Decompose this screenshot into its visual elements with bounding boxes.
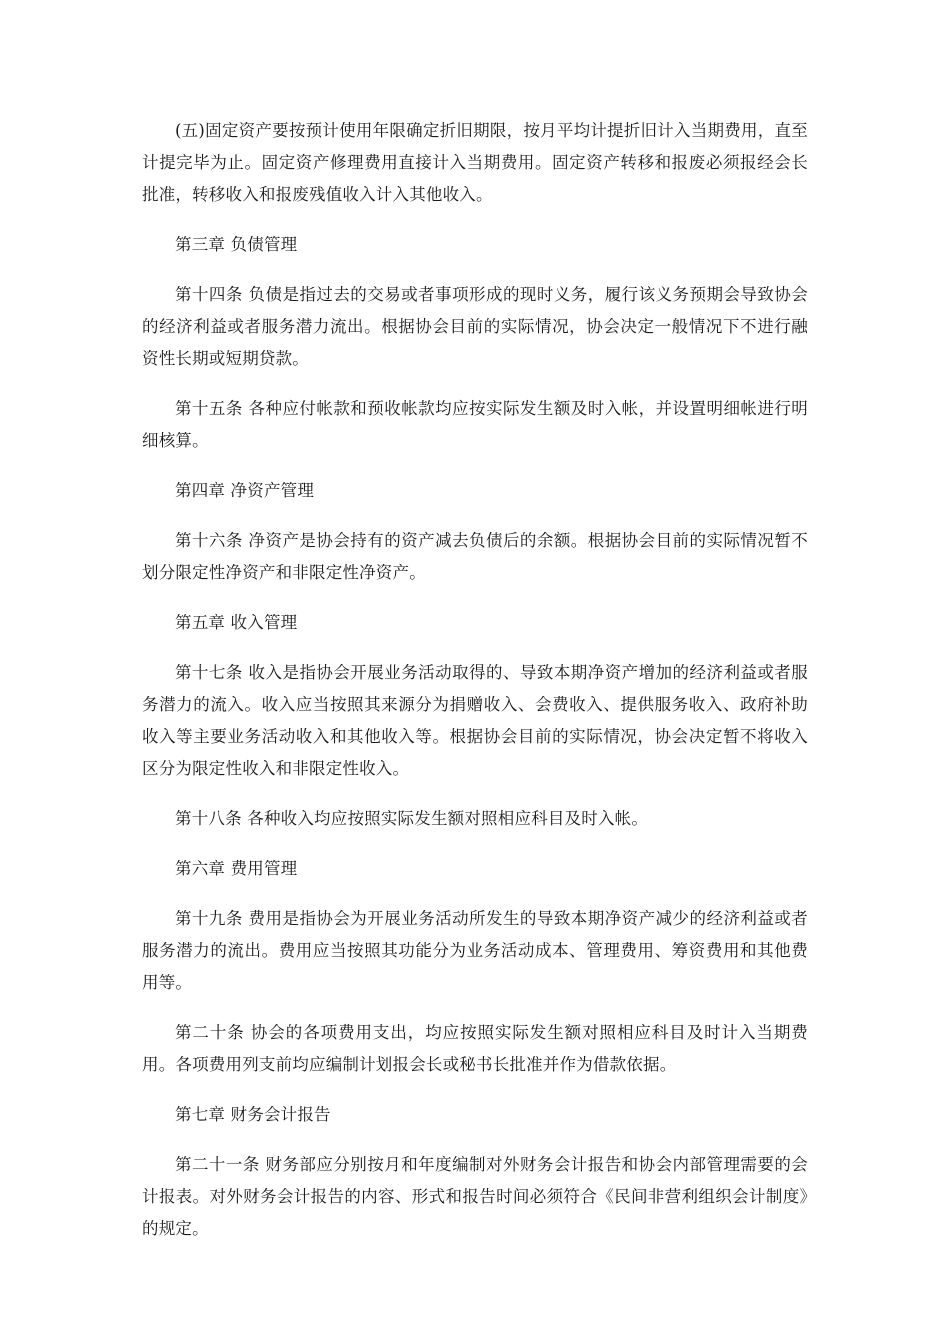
article-14: 第十四条 负债是指过去的交易或者事项形成的现时义务，履行该义务预期会导致协会的经济利益或者服务潜力流出。根据协会目前的实际情况，协会决定一般情况下不进行融资性长期或短期贷款。 xyxy=(142,285,808,368)
article-21: 第二十一条 财务部应分别按月和年度编制对外财务会计报告和协会内部管理需要的会计报表。对外财务会计报告的内容、形式和报告时间必须符合《民间非营利组织会计制度》的规定。 xyxy=(142,1155,808,1238)
article-17: 第十七条 收入是指协会开展业务活动取得的、导致本期净资产增加的经济利益或者服务潜力的流入。收入应当按照其来源分为捐赠收入、会费收入、提供服务收入、政府补助收入等主要业务活动收入和其他收入等。根据协会目前的实际情况，协会决定暂不将收入区分为限定性收入和非限定性收入。 xyxy=(142,663,808,778)
chapter-heading-6: 第六章 费用管理 xyxy=(175,859,298,878)
article-20: 第二十条 协会的各项费用支出，均应按照实际发生额对照相应科目及时计入当期费用。各项费用列支前均应编制计划报会长或秘书长批准并作为借款依据。 xyxy=(142,1023,808,1074)
document-body xyxy=(142,115,808,1263)
paragraph-fixed-assets: (五)固定资产要按预计使用年限确定折旧期限，按月平均计提折旧计入当期费用，直至计提完毕为止。固定资产修理费用直接计入当期费用。固定资产转移和报废必须报经会长批准，转移收入和报废残值收入计入其他收入。 xyxy=(142,121,808,204)
article-15: 第十五条 各种应付帐款和预收帐款均应按实际发生额及时入帐，并设置明细帐进行明细核算。 xyxy=(142,399,808,450)
chapter-heading-7: 第七章 财务会计报告 xyxy=(175,1105,331,1124)
article-18: 第十八条 各种收入均应按照实际发生额对照相应科目及时入帐。 xyxy=(175,809,649,828)
chapter-heading-3: 第三章 负债管理 xyxy=(175,235,298,254)
article-19: 第十九条 费用是指协会为开展业务活动所发生的导致本期净资产减少的经济利益或者服务潜力的流出。费用应当按照其功能分为业务活动成本、管理费用、筹资费用和其他费用等。 xyxy=(142,909,808,992)
chapter-heading-4: 第四章 净资产管理 xyxy=(175,481,315,500)
chapter-heading-5: 第五章 收入管理 xyxy=(175,613,298,632)
article-16: 第十六条 净资产是协会持有的资产减去负债后的余额。根据协会目前的实际情况暂不划分限定性净资产和非限定性净资产。 xyxy=(142,531,808,582)
